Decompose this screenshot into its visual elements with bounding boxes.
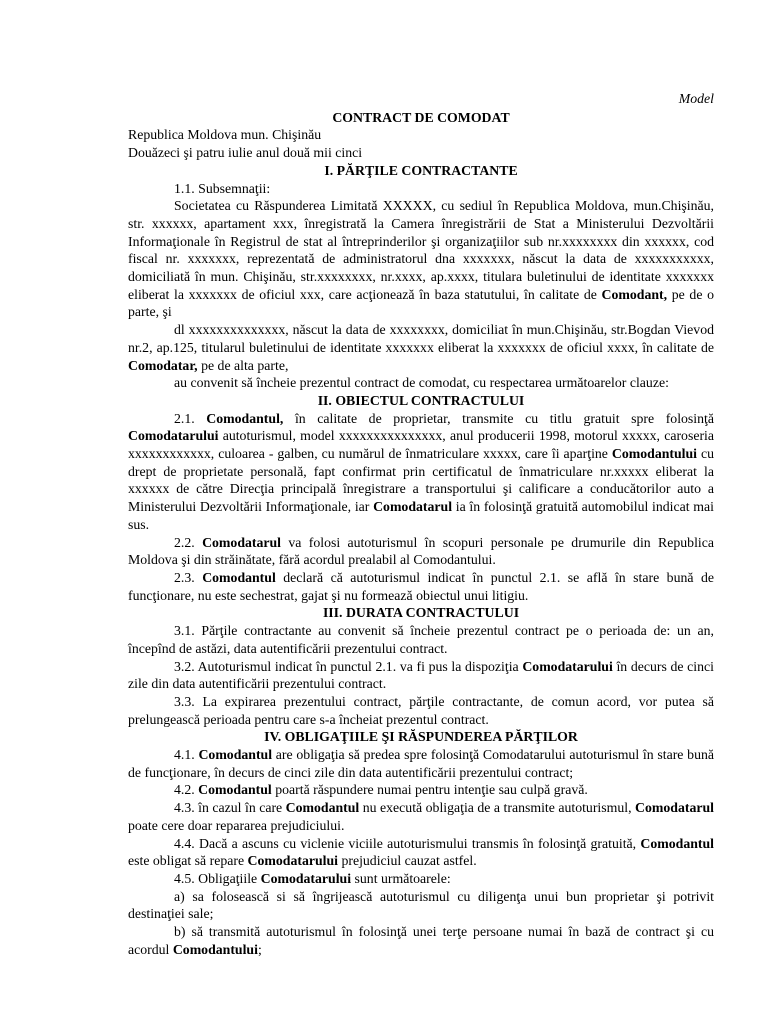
paragraph: a) sa folosească si să îngrijească autoturismul cu diligenţa unui bun proprietar şi potrivit destinaţiei sale; bbox=[128, 888, 714, 922]
paragraph: 2.1. Comodantul, în calitate de proprietar, transmite cu titlu gratuit spre folosinţă Comodatarului autoturismul, model xxxxxxxxxxxxxxx, anul producerii 1998, motorul xxxxx, caroseria xxxxxxxxxxxx, culoarea - galben, cu numărul de înmatriculare xxxxx, care îi aparţine Comodantului cu drept de proprietate personală, fapt confirmat prin certificatul de înmatriculare nr.xxxxx eliberat la xxxxxx de către Direcţia principală înregistrare a transportului şi calificare a conducătorilor auto a Ministerului Dezvoltării Informaţionale, iar Comodatarul ia în folosinţă gratuită automobilul indicat mai sus. bbox=[128, 410, 714, 532]
section-heading: III. DURATA CONTRACTULUI bbox=[322, 605, 520, 621]
paragraph: Societatea cu Răspunderea Limitată XXXXX, cu sediul în Republica Moldova, mun.Chişinău, str. xxxxxx, apartament xxx, înregistrată la Camera înregistrării de Stat a Ministerului Dezvoltării Informaţionale în Registrul de stat al întreprinderilor şi organizaţiilor sub nr.xxxxxxxx din xxxxxx, cod fiscal nr. xxxxxxx, reprezentată de administratorul dna xxxxxxx, născut la data de xxxxxxxxxxx, domiciliată în mun. Chişinău, str.xxxxxxxx, nr.xxxx, ap.xxxx, titulara buletinului de identitate xxxxxxx eliberat la xxxxxxx de oficiul xxx, care acţionează în baza statutului, în calitate de Comodant, pe de o parte, şi bbox=[128, 198, 715, 320]
document-body bbox=[128, 90, 714, 958]
paragraph: au convenit să încheie prezentul contract de comodat, cu respectarea următoarelor clauze: bbox=[174, 375, 669, 391]
section-heading: I. PĂRŢILE CONTRACTANTE bbox=[324, 162, 518, 178]
paragraph: dl xxxxxxxxxxxxxx, născut la data de xxxxxxxx, domiciliat în mun.Chişinău, str.Bogdan Vievod nr.2, ap.125, titularul buletinului de identitate xxxxxxx eliberat la xxxxxxx de oficiul xxxx, în calitate de Comodatar, pe de alta parte, bbox=[128, 322, 714, 373]
place-line: Republica Moldova mun. Chişinău bbox=[128, 127, 322, 143]
paragraph: 2.2. Comodatarul va folosi autoturismul în scopuri personale pe drumurile din Republica Moldova şi din străinătate, fără acordul prealabil al Comodantului. bbox=[128, 534, 714, 568]
paragraph: b) să transmită autoturismul în folosinţă unei terţe persoane numai în bază de contract şi cu acordul Comodantului; bbox=[128, 924, 714, 957]
contract-title: CONTRACT DE COMODAT bbox=[332, 109, 510, 125]
paragraph: 3.3. La expirarea prezentului contract, părţile contractante, de comun acord, vor putea să prelungească perioada pentru care s-a încheiat prezentul contract. bbox=[128, 693, 714, 727]
section-heading: II. OBIECTUL CONTRACTULUI bbox=[317, 392, 525, 408]
section-heading: IV. OBLIGAŢIILE ŞI RĂSPUNDEREA PĂRŢILOR bbox=[264, 729, 578, 745]
paragraph: 3.2. Autoturismul indicat în punctul 2.1. va fi pus la dispoziţia Comodatarului în decurs de cinci zile din data autentificării prezentului contract. bbox=[128, 658, 714, 692]
paragraph: 4.4. Dacă a ascuns cu viclenie viciile autoturismului transmis în folosinţă gratuită, Comodantul este obligat să repare Comodatarului prejudiciul cauzat astfel. bbox=[128, 835, 714, 869]
paragraph: 4.3. în cazul în care Comodantul nu execută obligaţia de a transmite autoturismul, Comodatarul poate cere doar repararea prejudiciului. bbox=[128, 800, 714, 833]
paragraph: 1.1. Subsemnaţii: bbox=[174, 180, 271, 196]
date-line: Douăzeci şi patru iulie anul două mii cinci bbox=[128, 145, 363, 161]
paragraph: 2.3. Comodantul declară că autoturismul indicat în punctul 2.1. se află în stare bună de funcţionare, nu este sechestrat, gajat şi nu formează obiectul unui litigiu. bbox=[128, 569, 714, 603]
paragraph: 4.1. Comodantul are obligaţia să predea spre folosinţă Comodatarului autoturismul în stare bună de funcţionare, în decurs de cinci zile din data autentificării prezentului contract; bbox=[128, 747, 714, 780]
paragraph: 4.2. Comodantul poartă răspundere numai pentru intenţie sau culpă gravă. bbox=[174, 782, 588, 798]
paragraph: 4.5. Obligaţiile Comodatarului sunt următoarele: bbox=[174, 870, 451, 886]
paragraph: 3.1. Părţile contractante au convenit să încheie prezentul contract pe o perioada de: un an, începînd de astăzi, data autentificării prezentului contract. bbox=[128, 623, 714, 656]
model-label: Model bbox=[678, 91, 714, 106]
